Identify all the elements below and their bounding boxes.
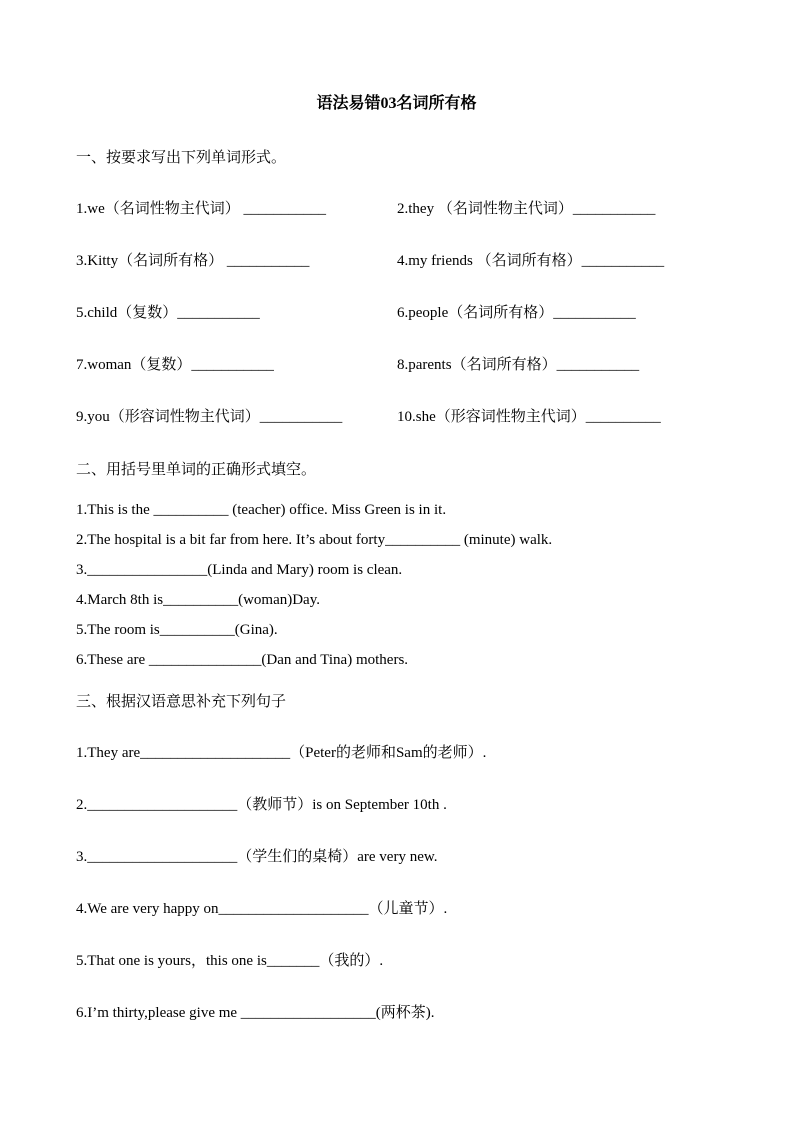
section1-heading: 一、按要求写出下列单词形式。 — [76, 148, 287, 166]
section2-heading: 二、用括号里单词的正确形式填空。 — [76, 460, 317, 478]
s1-item-10: 10.she（形容词性物主代词）__________ — [397, 409, 661, 425]
s3-item-4: 4.We are very happy on____________________（儿童节）. — [76, 901, 448, 917]
s1-item-3: 3.Kitty（名词所有格） ___________ — [76, 253, 310, 269]
s1-item-4: 4.my friends （名词所有格）___________ — [397, 253, 665, 269]
s1-item-2: 2.they （名词性物主代词）___________ — [397, 201, 656, 217]
s2-item-2: 2.The hospital is a bit far from here. It’s about forty__________ (minute) walk. — [76, 532, 553, 548]
s3-item-2: 2.____________________（教师节）is on September 10th . — [76, 797, 447, 813]
s1-item-7: 7.woman（复数）___________ — [76, 357, 274, 373]
s1-item-8: 8.parents（名词所有格）___________ — [397, 357, 640, 373]
s1-item-5: 5.child（复数）___________ — [76, 305, 260, 321]
s2-item-4: 4.March 8th is__________(woman)Day. — [76, 592, 320, 608]
s1-item-6: 6.people（名词所有格）___________ — [397, 305, 636, 321]
s2-item-5: 5.The room is__________(Gina). — [76, 622, 278, 638]
s1-item-9: 9.you（形容词性物主代词）___________ — [76, 409, 343, 425]
s2-item-1: 1.This is the __________ (teacher) office. Miss Green is in it. — [76, 502, 447, 518]
s3-item-6: 6.I’m thirty,please give me __________________(两杯茶). — [76, 1005, 435, 1021]
s3-item-3: 3.____________________（学生们的桌椅）are very new. — [76, 849, 438, 865]
s1-item-1: 1.we（名词性物主代词） ___________ — [76, 201, 326, 217]
s2-item-6: 6.These are _______________(Dan and Tina) mothers. — [76, 652, 409, 668]
s3-item-5: 5.That one is yours，this one is_______（我的）. — [76, 953, 384, 969]
section3-heading: 三、根据汉语意思补充下列句子 — [76, 692, 287, 710]
s2-item-3: 3.________________(Linda and Mary) room is clean. — [76, 562, 403, 578]
s3-item-1: 1.They are____________________（Peter的老师和Sam的老师）. — [76, 745, 487, 761]
page-title: 语法易错03名词所有格 — [316, 95, 477, 112]
